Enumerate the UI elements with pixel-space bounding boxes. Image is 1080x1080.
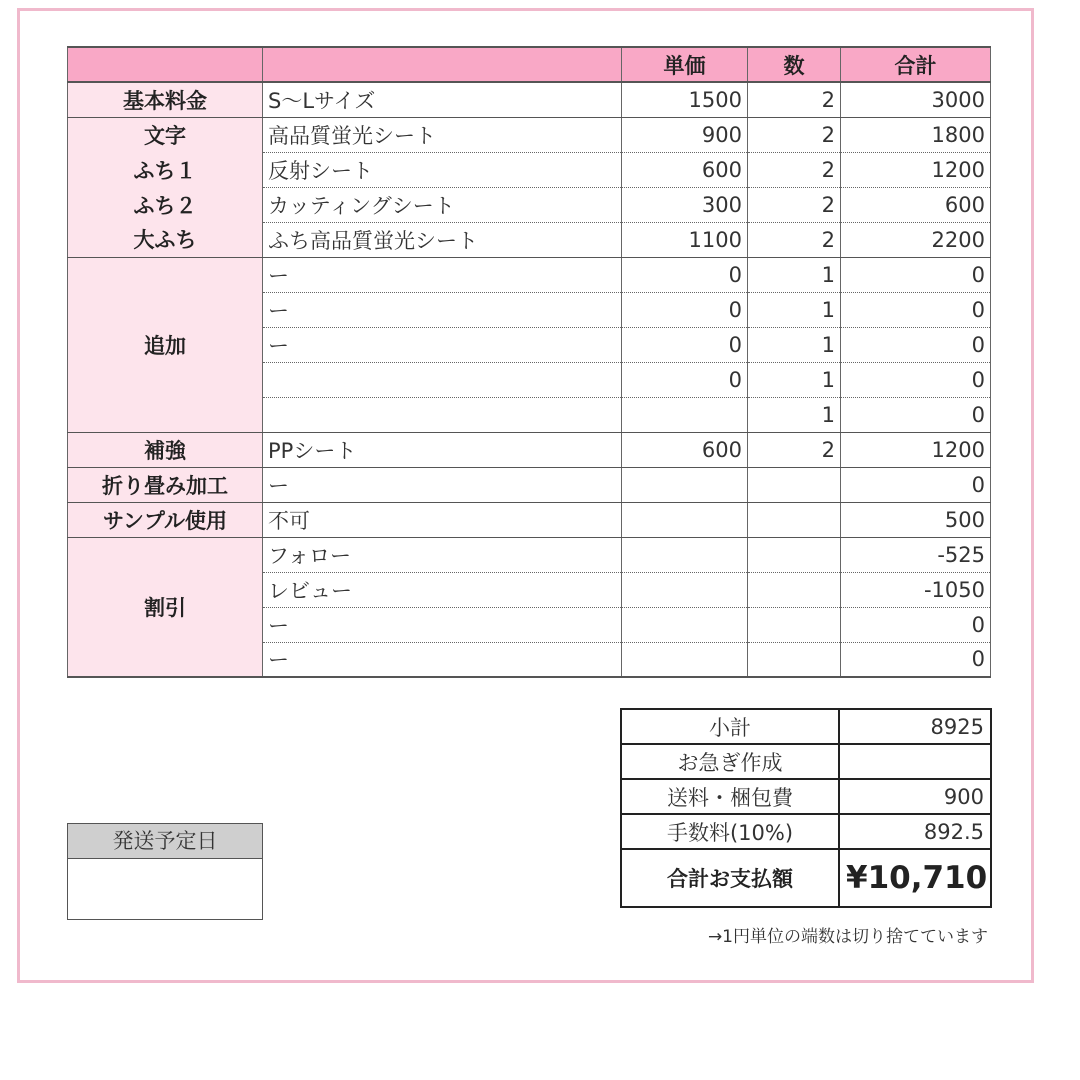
row-total: 2200 [841, 222, 991, 257]
row-item: ー [263, 292, 622, 327]
header-unit-price: 単価 [622, 47, 748, 82]
row-category: 割引 [68, 537, 263, 677]
row-qty [748, 607, 841, 642]
row-total: 600 [841, 187, 991, 222]
table-header-row [68, 47, 991, 82]
table-row [68, 537, 991, 572]
row-total: 1200 [841, 432, 991, 467]
row-item: ふち高品質蛍光シート [263, 222, 622, 257]
row-total: -1050 [841, 572, 991, 607]
row-item: ー [263, 327, 622, 362]
row-item: ー [263, 642, 622, 677]
row-item [263, 362, 622, 397]
row-price: 1100 [622, 222, 748, 257]
row-price [622, 572, 748, 607]
row-price: 0 [622, 327, 748, 362]
row-price: 0 [622, 292, 748, 327]
row-qty: 2 [748, 152, 841, 187]
row-qty: 2 [748, 222, 841, 257]
grand-total-label: 合計お支払額 [621, 849, 839, 907]
summary-row [621, 779, 991, 814]
grand-total-value: ¥10,710 [839, 849, 991, 907]
summary-value: 8925 [839, 709, 991, 744]
row-qty: 1 [748, 327, 841, 362]
summary-label: お急ぎ作成 [621, 744, 839, 779]
row-price [622, 467, 748, 502]
row-category: 基本料金 [68, 82, 263, 117]
row-price [622, 397, 748, 432]
row-qty [748, 537, 841, 572]
row-price [622, 537, 748, 572]
table-row [68, 117, 991, 152]
row-price: 1500 [622, 82, 748, 117]
row-price: 300 [622, 187, 748, 222]
price-table [67, 46, 991, 678]
table-row [68, 467, 991, 502]
row-price: 0 [622, 362, 748, 397]
row-total: 0 [841, 397, 991, 432]
row-qty: 2 [748, 117, 841, 152]
header-category [68, 47, 263, 82]
summary-label: 送料・梱包費 [621, 779, 839, 814]
row-category: 追加 [68, 257, 263, 432]
table-row [68, 152, 991, 187]
row-category: 大ふち [68, 222, 263, 257]
shipping-date-label: 発送予定日 [68, 824, 262, 859]
header-item [263, 47, 622, 82]
row-total: 0 [841, 607, 991, 642]
shipping-date-value [68, 859, 262, 919]
summary-row [621, 814, 991, 849]
shipping-date-box [67, 823, 263, 920]
grand-total-row [621, 849, 991, 907]
row-price [622, 502, 748, 537]
summary-value: 892.5 [839, 814, 991, 849]
rounding-note: →1円単位の端数は切り捨てています [707, 927, 988, 947]
table-row [68, 82, 991, 117]
row-total: 0 [841, 362, 991, 397]
row-qty [748, 502, 841, 537]
row-total: 0 [841, 642, 991, 677]
table-row [68, 257, 991, 292]
row-category: 文字 [68, 117, 263, 152]
row-total: 1200 [841, 152, 991, 187]
row-item: ー [263, 257, 622, 292]
row-item: 反射シート [263, 152, 622, 187]
row-qty: 2 [748, 187, 841, 222]
row-item: フォロー [263, 537, 622, 572]
row-item [263, 397, 622, 432]
row-price: 600 [622, 152, 748, 187]
row-total: -525 [841, 537, 991, 572]
row-item: 不可 [263, 502, 622, 537]
row-category: ふち１ [68, 152, 263, 187]
table-row [68, 502, 991, 537]
row-price [622, 607, 748, 642]
row-total: 0 [841, 292, 991, 327]
row-qty: 1 [748, 362, 841, 397]
row-qty: 2 [748, 82, 841, 117]
row-qty: 1 [748, 257, 841, 292]
row-price: 600 [622, 432, 748, 467]
row-item: カッティングシート [263, 187, 622, 222]
row-category: ふち２ [68, 187, 263, 222]
row-item: レビュー [263, 572, 622, 607]
row-qty [748, 467, 841, 502]
row-total: 1800 [841, 117, 991, 152]
summary-label: 小計 [621, 709, 839, 744]
row-total: 3000 [841, 82, 991, 117]
summary-row [621, 744, 991, 779]
table-row [68, 187, 991, 222]
summary-label: 手数料(10%) [621, 814, 839, 849]
summary-value [839, 744, 991, 779]
row-qty [748, 642, 841, 677]
row-qty [748, 572, 841, 607]
row-qty: 1 [748, 292, 841, 327]
row-item: S～Lサイズ [263, 82, 622, 117]
summary-table [620, 708, 992, 908]
row-price [622, 642, 748, 677]
row-price: 0 [622, 257, 748, 292]
header-qty: 数 [748, 47, 841, 82]
summary-row [621, 709, 991, 744]
summary-value: 900 [839, 779, 991, 814]
table-row [68, 432, 991, 467]
row-item: 高品質蛍光シート [263, 117, 622, 152]
row-qty: 2 [748, 432, 841, 467]
row-price: 900 [622, 117, 748, 152]
row-qty: 1 [748, 397, 841, 432]
header-total: 合計 [841, 47, 991, 82]
row-item: ー [263, 467, 622, 502]
row-item: ー [263, 607, 622, 642]
row-total: 0 [841, 467, 991, 502]
table-row [68, 222, 991, 257]
row-total: 500 [841, 502, 991, 537]
row-category: 補強 [68, 432, 263, 467]
row-category: サンプル使用 [68, 502, 263, 537]
row-item: PPシート [263, 432, 622, 467]
row-total: 0 [841, 327, 991, 362]
row-category: 折り畳み加工 [68, 467, 263, 502]
row-total: 0 [841, 257, 991, 292]
